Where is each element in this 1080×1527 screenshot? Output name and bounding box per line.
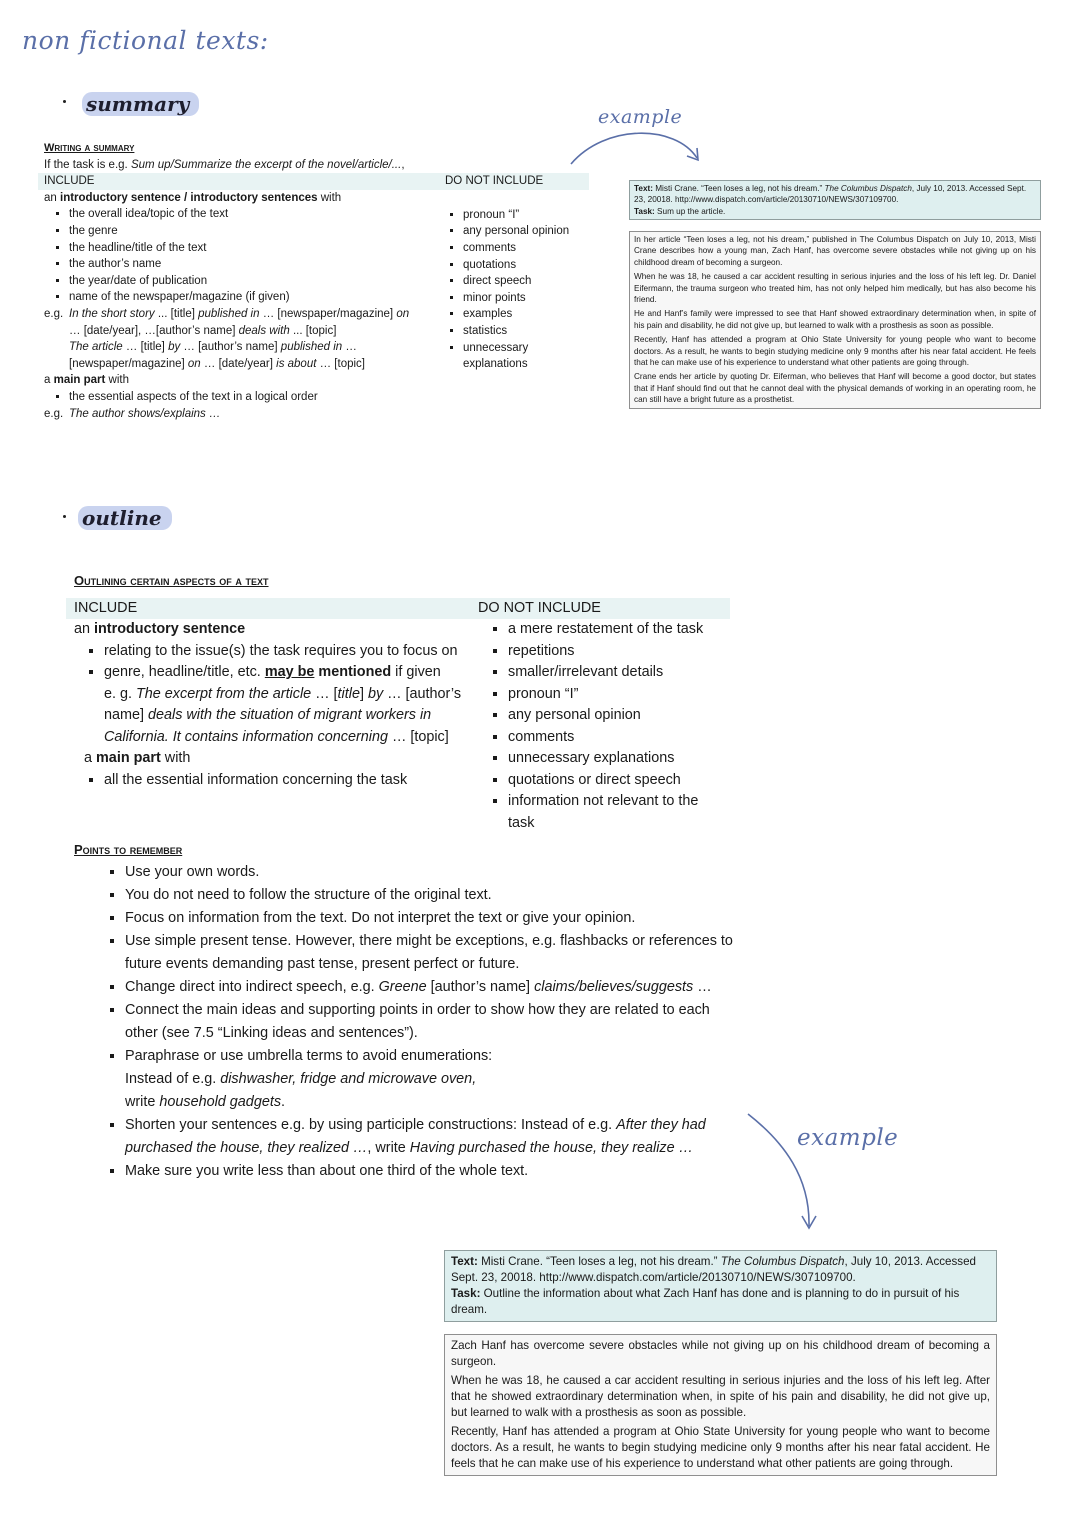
paragraph: Recently, Hanf has attended a program at Ohio State University for young people who want to become doctors. As a result, he wants to begin studying medicine only 9 months after his near fatal accident. He feels that he can make use of his experience to understand what other patients are going through.: [634, 335, 1036, 368]
outline-main-part: a main part with: [84, 750, 191, 766]
list-item: ▪ the headline/title of the text: [69, 240, 445, 257]
summary-heading: summary: [82, 92, 199, 116]
outline-exclude-column: [478, 619, 708, 834]
list-item: ▪ quotations or direct speech: [508, 770, 708, 792]
list-item: ▪ Shorten your sentences e.g. by using participle constructions: Instead of e.g. After they had purchased the house, they realized …, write Having purchased the house, they realize …: [125, 1114, 734, 1160]
curved-arrow-icon: [740, 1108, 830, 1233]
points-title: Points to remember: [74, 842, 183, 857]
bullet-dot: [63, 100, 66, 103]
list-item: ▪ Paraphrase or use umbrella terms to avoid enumerations: Instead of e.g. dishwasher, fridge and microwave oven, write household gadgets.: [125, 1045, 734, 1114]
outline-include-list: [74, 641, 478, 684]
outline-example-label: example: [797, 1125, 899, 1151]
list-item: ▪ Focus on information from the text. Do not interpret the text or give your opinion.: [125, 907, 734, 930]
list-item: ▪ Connect the main ideas and supporting points in order to show how they are related to each other (see 7.5 “Linking ideas and sentences”).: [125, 999, 734, 1045]
outline-include-column: [74, 619, 478, 834]
summary-include-column: [44, 190, 445, 422]
summary-intro: If the task is e.g. Sum up/Summarize the excerpt of the novel/article/...,: [44, 158, 405, 171]
list-item: ▪ information not relevant to the task: [508, 791, 708, 834]
summary-include-header: INCLUDE: [44, 175, 95, 188]
points-list: [74, 861, 734, 1183]
summary-exclude-column: [445, 190, 583, 422]
list-item: ▪ Change direct into indirect speech, e.g. Greene [author’s name] claims/believes/suggests …: [125, 976, 734, 999]
list-item: ▪ Make sure you write less than about one third of the whole text.: [125, 1160, 734, 1183]
list-item: ▪ the genre: [69, 223, 445, 240]
list-item: ▪ comments: [463, 240, 583, 257]
page-title: non fictional texts:: [22, 26, 269, 55]
list-item: ▪ any personal opinion: [463, 223, 583, 240]
summary-example-task-box: Text: Misti Crane. “Teen loses a leg, not his dream.” The Columbus Dispatch, July 10, 2013. Accessed Sept. 23, 20018. http://www.dispatch.com/article/20130710/NEWS/307109700. Task: Sum up the article.: [629, 180, 1041, 220]
summary-intro-sentence: an introductory sentence / introductory sentences with: [44, 191, 342, 204]
outline-example-answer-box: [444, 1334, 997, 1476]
summary-example-answer-box: [629, 231, 1041, 409]
list-item: ▪ the overall idea/topic of the text: [69, 206, 445, 223]
list-item: ▪ any personal opinion: [508, 705, 708, 727]
list-item: ▪ You do not need to follow the structure of the original text.: [125, 884, 734, 907]
points-to-remember: [74, 838, 734, 1183]
outline-intro-sentence: an introductory sentence: [74, 621, 246, 637]
summary-example-label: example: [598, 106, 683, 128]
list-item: ▪ repetitions: [508, 641, 708, 663]
summary-exclude-header: DO NOT INCLUDE: [445, 175, 544, 188]
list-item: ▪ genre, headline/title, etc. may be mentioned if given: [104, 662, 478, 684]
list-item: ▪ smaller/irrelevant details: [508, 662, 708, 684]
list-item: ▪ examples: [463, 306, 583, 323]
summary-exclude-list: [445, 207, 583, 373]
outline-heading: outline: [78, 506, 172, 530]
summary-main-list: [44, 389, 445, 406]
summary-table-header: [38, 173, 589, 190]
outline-main-list: [74, 770, 478, 792]
summary-section: [44, 140, 589, 422]
outline-section: [74, 570, 734, 834]
list-item: ▪ a mere restatement of the task: [508, 619, 708, 641]
list-item: ▪ Use simple present tense. However, there might be exceptions, e.g. flashbacks or references to future events demanding past tense, present perfect or future.: [125, 930, 734, 976]
list-item: ▪ minor points: [463, 290, 583, 307]
summary-main-example: e.g. The author shows/explains …: [44, 407, 221, 420]
outline-exclude-header: DO NOT INCLUDE: [478, 599, 601, 616]
list-item: ▪ comments: [508, 727, 708, 749]
list-item: ▪ quotations: [463, 257, 583, 274]
list-item: ▪ unnecessary explanations: [463, 340, 583, 373]
paragraph: Zach Hanf has overcome severe obstacles while not giving up on his childhood dream of becoming a surgeon.: [451, 1339, 990, 1368]
outline-example-task-box: Text: Misti Crane. “Teen loses a leg, not his dream.” The Columbus Dispatch, July 10, 2013. Accessed Sept. 23, 20018. http://www.dispatch.com/article/20130710/NEWS/307109700. Task: Outline the information about what Zach Hanf has done and is planning to do in pursuit of his dream.: [444, 1250, 997, 1322]
paragraph: In her article “Teen loses a leg, not his dream,” published in The Columbus Dispatch on July 10, 2013, Misti Crane describes how a young man, Zach Hanf, has overcome severe obstacles while not giving up on his childhood dream of becoming a surgeon.: [634, 235, 1036, 267]
list-item: ▪ direct speech: [463, 273, 583, 290]
paragraph: When he was 18, he caused a car accident resulting in serious injuries and the loss of his left leg. Dr. Daniel Eifermann, the trauma surgeon who treated him, has not only helped him medically, but has also become his friend.: [634, 272, 1036, 305]
paragraph: Crane ends her article by quoting Dr. Eiferman, who believes that Hanf will become a good doctor, but states that if Hanf should find out that he cannot deal with the physical demands of working in an operating room, he can still have a bright future as a prosthetist.: [634, 372, 1036, 405]
list-item: ▪ the essential aspects of the text in a logical order: [69, 389, 445, 406]
list-item: ▪ name of the newspaper/magazine (if given): [69, 289, 445, 306]
outline-example-sentence: e. g. The excerpt from the article … [title] by … [author’s name] deals with the situation of migrant workers in California. It contains information concerning … [topic]: [104, 685, 462, 745]
paragraph: He and Hanf’s family were impressed to see that Hanf showed extraordinary determination when, in spite of his pain and disability, he did not give up, but learned to walk with a prosthesis as soon as possible.: [634, 309, 1036, 330]
paragraph: When he was 18, he caused a car accident resulting in serious injuries and the loss of his left leg. After that he showed extraordinary determination when, in spite of his pain and disability, he did not give up, but learned to walk with a prosthesis as soon as possible.: [451, 1374, 990, 1419]
list-item: ▪ pronoun “I”: [463, 207, 583, 224]
summary-main-part: a main part with: [44, 374, 130, 387]
paragraph: Recently, Hanf has attended a program at Ohio State University for young people who want to become doctors. As a result, he wants to begin studying medicine only 9 months after his near fatal accident. He feels that he can make use of his experience to understand what other patients are going through.: [451, 1425, 990, 1470]
list-item: ▪ the year/date of publication: [69, 273, 445, 290]
list-item: ▪ pronoun “I”: [508, 684, 708, 706]
summary-example-sentences: e.g. In the short story ... [title] published in … [newspaper/magazine] on … [date/year], …[author’s name] deals with ... [topic] The article … [title] by … [author’s name] published in … [newspaper/magazine] on … [date/year] is about … [topic]: [44, 307, 410, 370]
summary-include-list: [44, 206, 445, 306]
outline-table-header: [66, 598, 730, 620]
outline-exclude-list: [478, 619, 708, 834]
list-item: ▪ unnecessary explanations: [508, 748, 708, 770]
list-item: ▪ all the essential information concerning the task: [104, 770, 478, 792]
summary-section-title: Writing a summary: [44, 142, 135, 154]
list-item: ▪ statistics: [463, 323, 583, 340]
list-item: ▪ relating to the issue(s) the task requires you to focus on: [104, 641, 478, 663]
list-item: ▪ the author’s name: [69, 256, 445, 273]
list-item: ▪ Use your own words.: [125, 861, 734, 884]
outline-section-title: Outlining certain aspects of a text: [74, 573, 269, 588]
outline-include-header: INCLUDE: [74, 599, 138, 616]
bullet-dot: [63, 515, 66, 518]
